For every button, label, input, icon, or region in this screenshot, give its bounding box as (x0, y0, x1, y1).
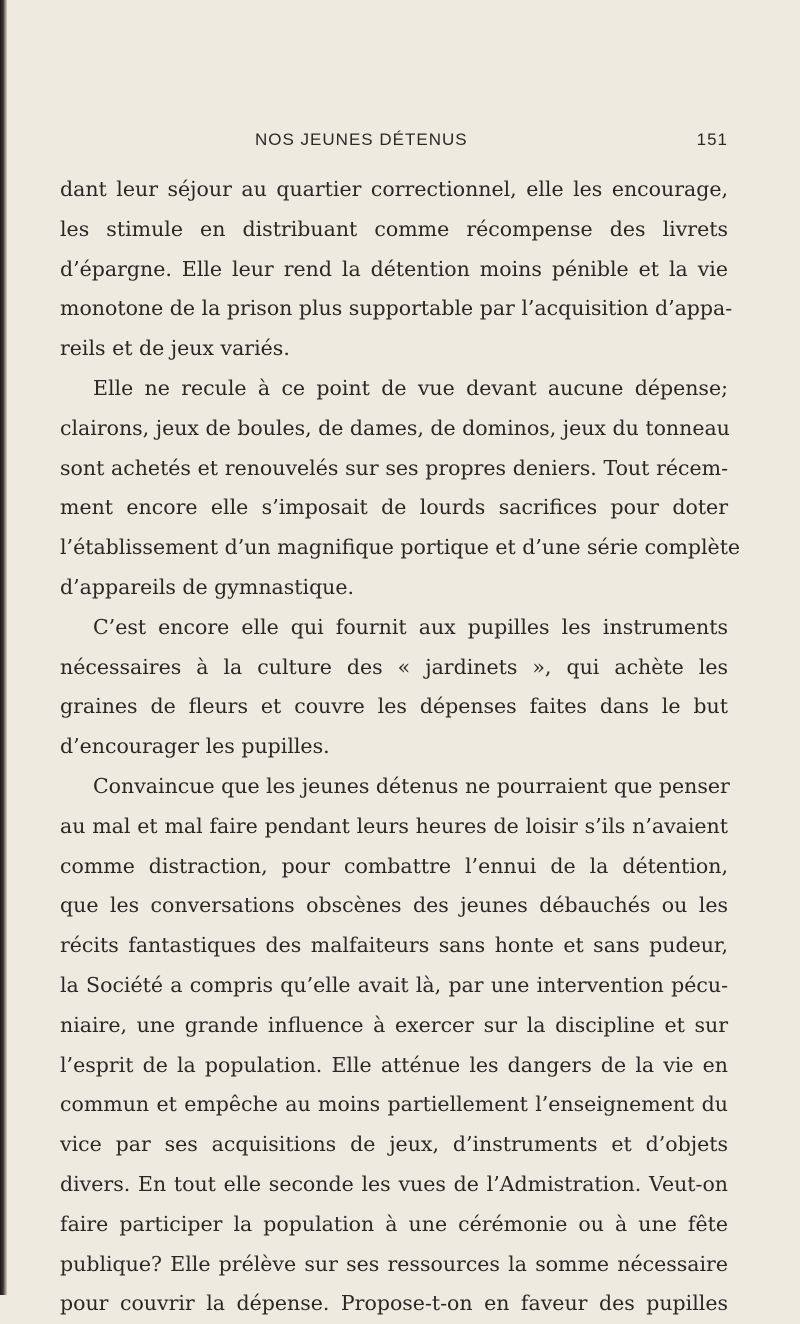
text-line: que les conversations obscènes des jeunes débauchés ou les (60, 893, 728, 918)
text-line: niaire, une grande influence à exercer sur la discipline et sur (60, 1012, 728, 1037)
text-line: d’encourager les pupilles. (60, 734, 330, 759)
text-line: C’est encore elle qui fournit aux pupilles les instruments (93, 614, 728, 639)
text-line: d’appareils de gymnastique. (60, 574, 355, 599)
text-line: vice par ses acquisitions de jeux, d’instruments et d’objets (60, 1132, 728, 1157)
running-title: NOS JEUNES DÉTENUS (255, 130, 468, 149)
text-line: clairons, jeux de boules, de dames, de dominos, jeux du tonneau (60, 415, 730, 440)
body-text (60, 170, 741, 1324)
text-line: ment encore elle s’imposait de lourds sacrifices pour doter (60, 495, 728, 520)
text-line: sont achetés et renouvelés sur ses propres deniers. Tout récem- (60, 455, 728, 480)
text-line: monotone de la prison plus supportable par l’acquisition d’appa- (60, 296, 733, 321)
text-line: au mal et mal faire pendant leurs heures de loisir s’ils n’avaient (60, 813, 728, 838)
text-line: dant leur séjour au quartier correctionnel, elle les encourage, (60, 177, 728, 201)
page-header (60, 130, 728, 156)
text-line: récits fantastiques des malfaiteurs sans honte et sans pudeur, (60, 933, 728, 958)
text-line: publique? Elle prélève sur ses ressources la somme nécessaire (60, 1251, 728, 1276)
text-line: l’établissement d’un magnifique portique et d’une série complète (60, 535, 741, 560)
text-line: reils et de jeux variés. (60, 336, 290, 361)
text-line: d’épargne. Elle leur rend la détention moins pénible et la vie (60, 256, 728, 281)
text-line: comme distraction, pour combattre l’ennui de la détention, (60, 853, 728, 878)
text-line: les stimule en distribuant comme récompense des livrets (60, 216, 728, 241)
text-line: graines de fleurs et couvre les dépenses faites dans le but (60, 694, 728, 719)
page-number: 151 (696, 130, 728, 149)
text-line: pour couvrir la dépense. Propose-t-on en faveur des pupilles (60, 1291, 728, 1316)
book-spine-edge (0, 0, 7, 1295)
text-line: divers. En tout elle seconde les vues de l’Admistration. Veut-on (60, 1171, 728, 1196)
text-line: commun et empêche au moins partiellement l’enseignement du (60, 1092, 728, 1117)
text-line: la Société a compris qu’elle avait là, par une intervention pécu- (60, 972, 728, 997)
text-line: faire participer la population à une cérémonie ou à une fête (60, 1211, 728, 1236)
text-line: nécessaires à la culture des « jardinets », qui achète les (60, 654, 728, 679)
text-line: Convaincue que les jeunes détenus ne pourraient que penser (93, 773, 730, 798)
text-line: Elle ne recule à ce point de vue devant aucune dépense; (93, 375, 728, 400)
text-line: l’esprit de la population. Elle atténue les dangers de la vie en (60, 1052, 728, 1077)
